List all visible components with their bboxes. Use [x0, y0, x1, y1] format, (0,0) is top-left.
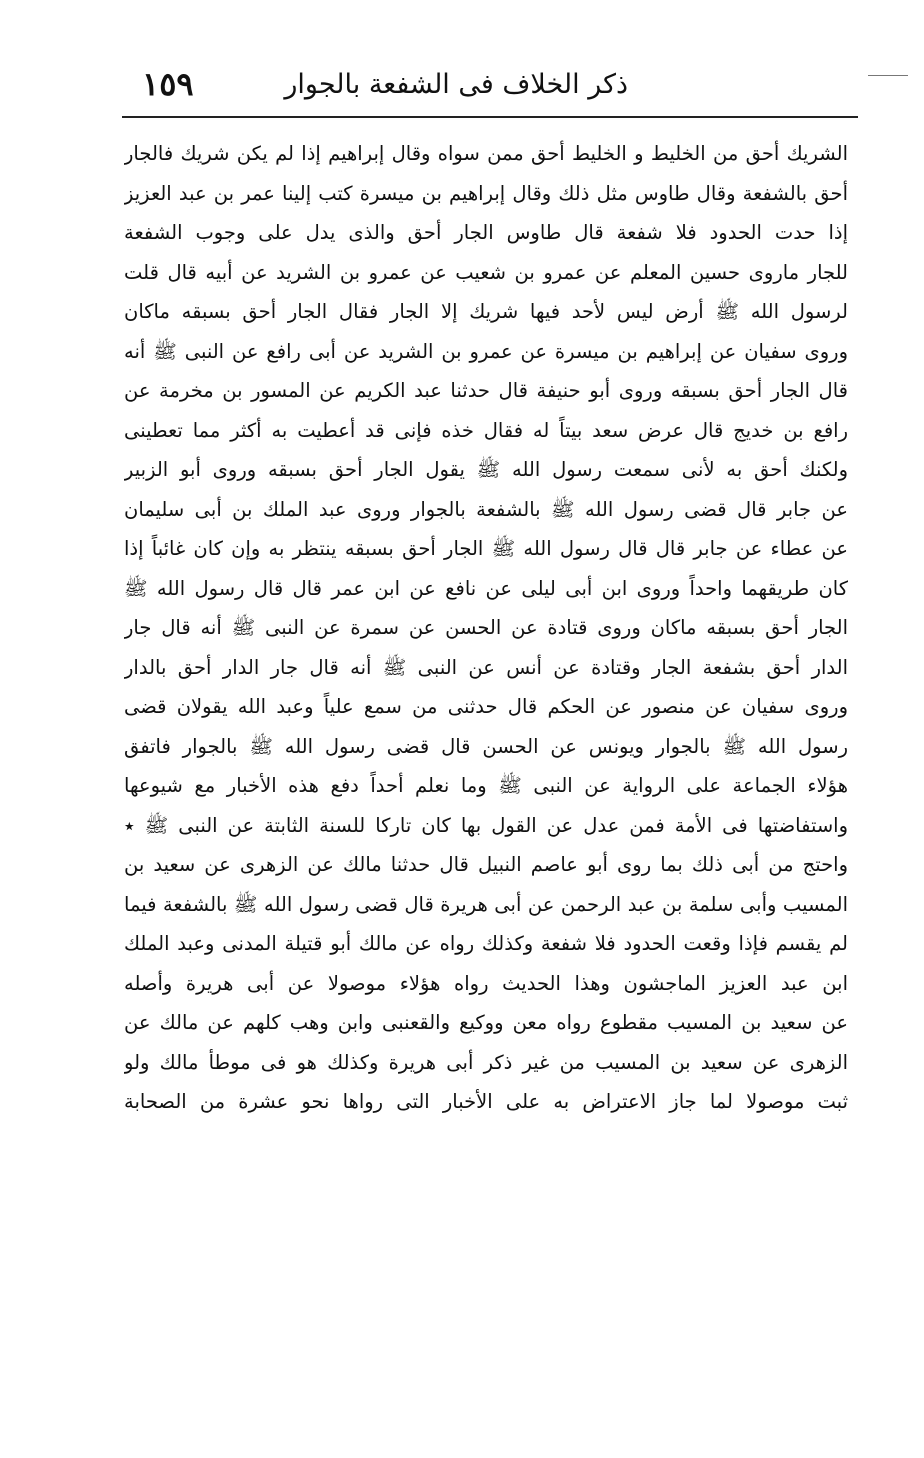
text-line: أحق بالشفعة وقال طاوس مثل ذلك وقال إبراهيم بن ميسرة كتب إلينا عمر بن عبد العزيز [124, 181, 848, 205]
text-line: الجار أحق بسبقه ماكان وروى قتادة عن الحسن عن سمرة عن النبى ﷺ أنه قال جار [124, 616, 848, 639]
text-line: للجار ماروى حسين المعلم عن عمرو بن شعيب عن عمرو بن الشريد عن أبيه قال قلت [124, 260, 848, 284]
page-number: ١٥٩ [142, 65, 194, 103]
text-line: كان طريقهما واحداً وروى ابن أبى ليلى عن نافع عن ابن عمر قال قال رسول الله ﷺ [124, 576, 848, 600]
text-line: عن عطاء عن جابر قال قال رسول الله ﷺ الجار أحق بسبقه ينتظر به وإن كان غائباً إذا [124, 537, 848, 560]
text-line: عن جابر قال قضى رسول الله ﷺ بالشفعة بالجوار وروى عبد الملك بن أبى سليمان [124, 497, 848, 521]
text-line: إذا حدت الحدود فلا شفعة قال طاوس الجار أحق والذى يدل على وجوب الشفعة [124, 221, 848, 244]
text-line: وروى سفيان عن إبراهيم بن ميسرة عن عمرو بن الشريد عن أبى رافع عن النبى ﷺ أنه [124, 339, 848, 363]
text-line: لم يقسم فإذا وقعت الحدود فلا شفعة وكذلك رواه عن مالك أبو قتيلة المدنى وعبد الملك [124, 932, 848, 955]
page-header [120, 62, 858, 114]
body-text [124, 134, 848, 1122]
text-line: ثبت موصولا لما جاز الاعتراض به على الأخبار التى رواها نحو عشرة من الصحابة [124, 1090, 848, 1113]
text-line: وروى سفيان عن منصور عن الحكم قال حدثنى من سمع علياً وعبد الله يقولان قضى [124, 695, 848, 718]
text-line: المسيب وأبى سلمة بن عبد الرحمن عن أبى هريرة قال قضى رسول الله ﷺ بالشفعة فيما [124, 892, 848, 916]
text-line: واحتج من أبى ذلك بما روى أبو عاصم النبيل قال حدثنا مالك عن الزهرى عن سعيد بن [124, 853, 848, 876]
text-line: عن سعيد بن المسيب مقطوع رواه معن ووكيع والقعنبى وابن وهب كلهم عن مالك عن [124, 1011, 848, 1034]
text-line: قال الجار أحق بسبقه وروى أبو حنيفة قال حدثنا عبد الكريم عن المسور بن مخرمة عن [124, 379, 848, 402]
text-line: ولكنك أحق به لأنى سمعت رسول الله ﷺ يقول الجار أحق بسبقه وروى أبو الزبير [124, 458, 848, 481]
text-line: واستفاضتها فى الأمة فمن عدل عن القول بها كان تاركا للسنة الثابتة عن النبى ﷺ ٭ [124, 813, 848, 837]
text-line: ابن عبد العزيز الماجشون وهذا الحديث رواه هؤلاء موصولا عن أبى هريرة وأصله [124, 971, 848, 995]
margin-mark [868, 75, 908, 76]
text-line: الزهرى عن سعيد بن المسيب من غير ذكر أبى هريرة وكذلك هو فى موطأ مالك ولو [124, 1050, 848, 1074]
header-rule [122, 116, 858, 118]
running-title: ذكر الخلاف فى الشفعة بالجوار [284, 69, 628, 100]
text-line: الدار أحق بشفعة الجار وقتادة عن أنس عن النبى ﷺ أنه قال جار الدار أحق بالدار [124, 655, 848, 679]
text-line: لرسول الله ﷺ أرض ليس لأحد فيها شريك إلا الجار فقال الجار أحق بسبقه ماكان [124, 300, 848, 323]
text-line: هؤلاء الجماعة على الرواية عن النبى ﷺ وما نعلم أحداً دفع هذه الأخبار مع شيوعها [124, 774, 848, 797]
text-line: رسول الله ﷺ بالجوار ويونس عن الحسن قال قضى رسول الله ﷺ بالجوار فاتفق [124, 734, 848, 758]
text-line: رافع بن خديج قال عرض سعد بيتاً له فقال خذه فإنى قد أعطيت به أكثر مما تعطينى [124, 418, 848, 442]
text-line: الشريك أحق من الخليط و الخليط أحق ممن سواه وقال إبراهيم إذا لم يكن شريك فالجار [124, 142, 848, 165]
